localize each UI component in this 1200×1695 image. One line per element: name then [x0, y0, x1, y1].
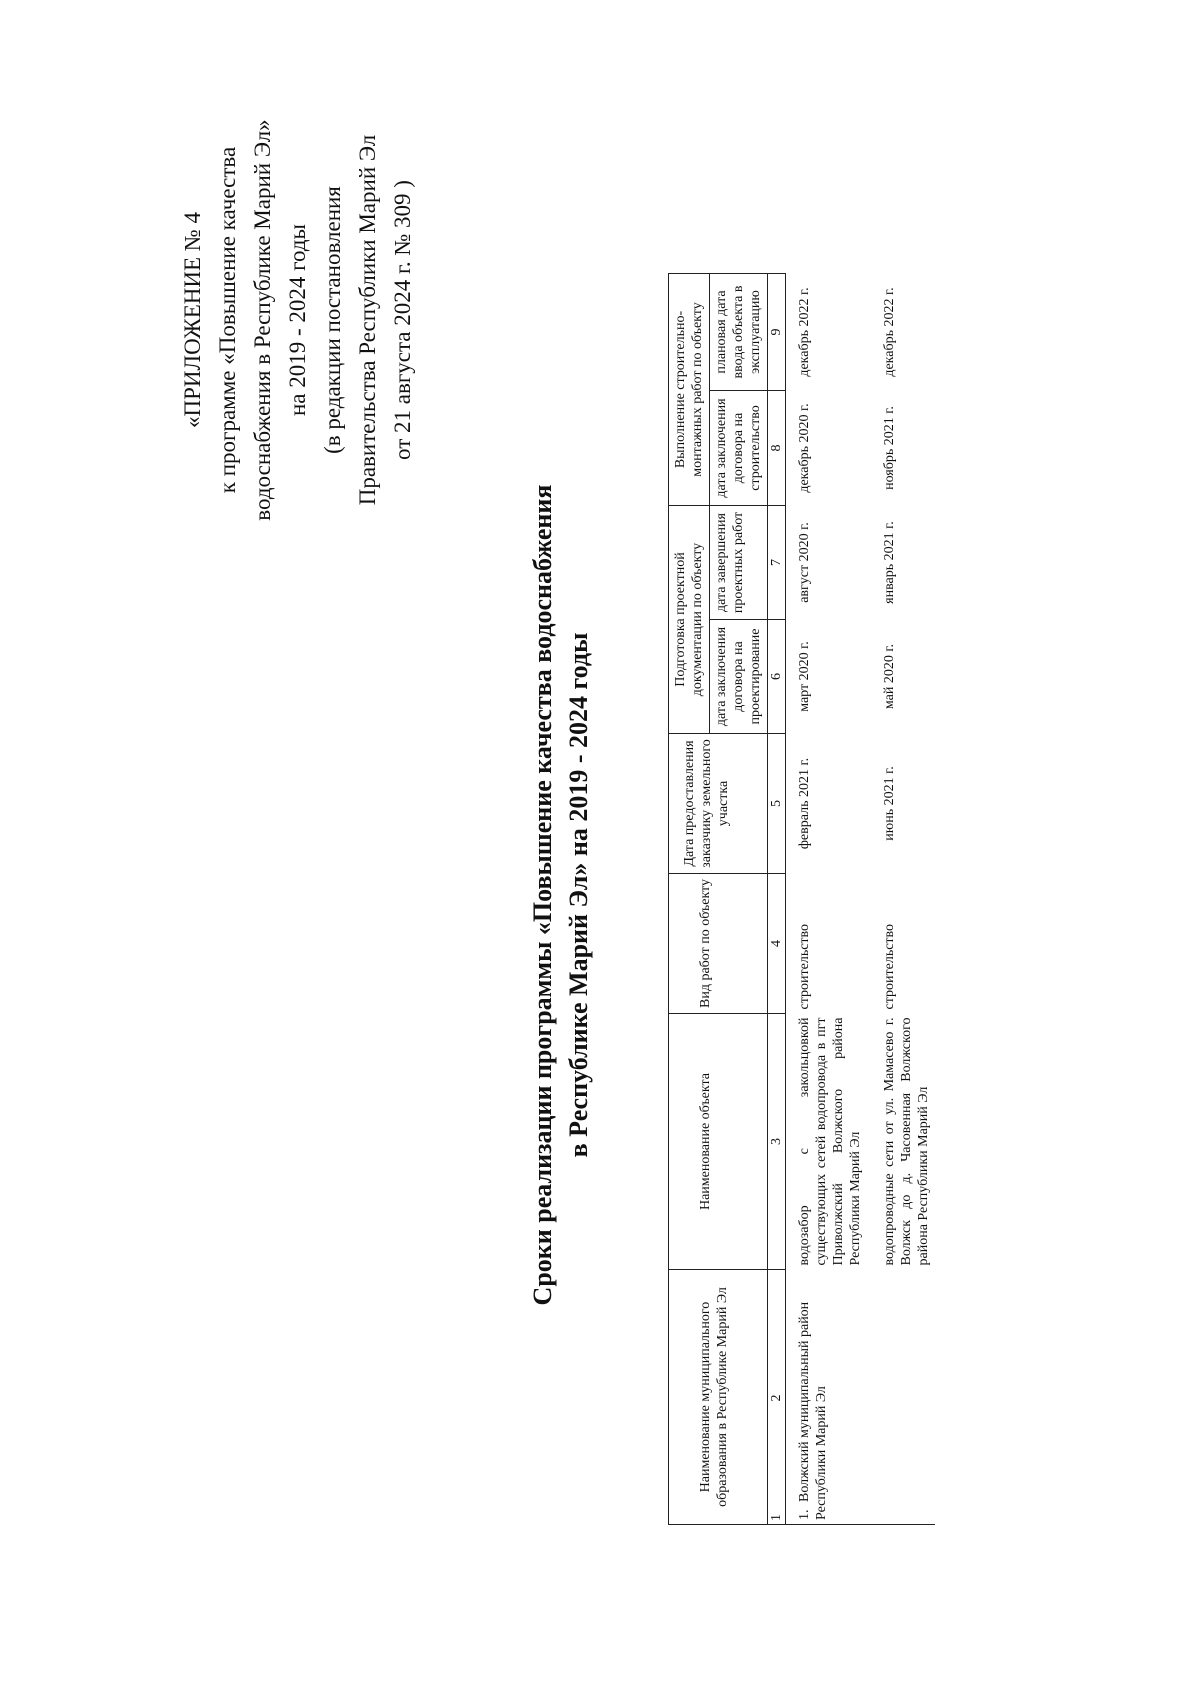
column-number: 1: [769, 1514, 784, 1521]
header-row-top: [669, 274, 710, 1525]
appendix-line: водоснабжения в Республике Марий Эл»: [250, 119, 275, 521]
work-type: строительство: [882, 923, 897, 1010]
schedule-table: [668, 273, 935, 1525]
municipality-cell: [867, 1270, 935, 1525]
header-design-contract: дата заключения договора на проектирование: [710, 620, 768, 734]
header-work-type: Вид работ по объекту: [669, 874, 768, 1014]
design-contract-date: май 2020 г.: [882, 643, 897, 710]
commissioning-date: декабрь 2022 г.: [786, 274, 868, 391]
title-line-1: Сроки реализации программы «Повышение качества водоснабжения: [528, 484, 557, 1306]
header-construction-group: Выполнение строительно-монтажных работ по объекту: [669, 274, 710, 506]
column-numbers-row: [768, 274, 786, 1525]
column-number: 3: [768, 1014, 786, 1270]
header-object: Наименование объекта: [669, 1014, 768, 1270]
appendix-line: на 2019 - 2024 годы: [285, 223, 310, 417]
column-number: 2: [769, 1394, 784, 1402]
title-line-2: в Республике Марий Эл» на 2019 - 2024 годы: [564, 632, 593, 1158]
appendix-line: Правительства Республики Марий Эл: [355, 134, 380, 506]
appendix-line: (в редакции постановления: [320, 186, 345, 454]
land-date: июнь 2021 г.: [882, 766, 897, 841]
commissioning-date: декабрь 2022 г.: [882, 287, 897, 377]
work-type: строительство: [786, 874, 868, 1014]
column-number-cell: [768, 1270, 786, 1525]
table-row: [786, 274, 868, 1525]
column-number: 4: [768, 874, 786, 1014]
object-name: водопроводные сети от ул. Мамасево г. Волжск до д. Часовенная Волжского района Республики Марий Эл: [882, 1017, 931, 1266]
design-contract-date: март 2020 г.: [786, 620, 868, 734]
header-design-complete: дата завершения проектных работ: [710, 506, 768, 620]
design-complete-date: январь 2021 г.: [882, 521, 897, 604]
column-number: 5: [768, 734, 786, 874]
object-name: водозабор с закольцовкой существующих сетей водопровода в пгт Приволжский Волжского района Республики Марий Эл: [786, 1014, 868, 1270]
construction-contract-date: ноябрь 2021 г.: [882, 406, 897, 490]
header-construction-contract: дата заключения договора на строительство: [710, 391, 768, 506]
municipality-name: Волжский муниципальный район Республики Марий Эл: [797, 1301, 829, 1520]
column-number: 6: [768, 620, 786, 734]
column-number: 7: [768, 506, 786, 620]
appendix-header: [175, 20, 420, 620]
table-row: [867, 274, 935, 1525]
header-design-group: Подготовка проектной документации по объекту: [669, 506, 710, 734]
column-number: 9: [768, 274, 786, 391]
municipality-cell: [786, 1270, 868, 1525]
appendix-line: от 21 августа 2024 г. № 309 ): [390, 180, 415, 460]
design-complete-date: август 2020 г.: [786, 506, 868, 620]
row-number: 1.: [797, 1509, 812, 1520]
land-date: февраль 2021 г.: [786, 734, 868, 874]
column-number: 8: [768, 391, 786, 506]
header-land-date: Дата предоставления заказчику земельного участка: [669, 734, 768, 874]
construction-contract-date: декабрь 2020 г.: [786, 391, 868, 506]
document-title: [525, 395, 597, 1395]
header-commissioning: плановая дата ввода объекта в эксплуатацию: [710, 274, 768, 391]
appendix-line: «ПРИЛОЖЕНИЕ № 4: [180, 211, 205, 429]
header-municipality: Наименование муниципального образования в Республике Марий Эл: [669, 1270, 768, 1525]
appendix-line: к программе «Повышение качества: [215, 146, 240, 494]
